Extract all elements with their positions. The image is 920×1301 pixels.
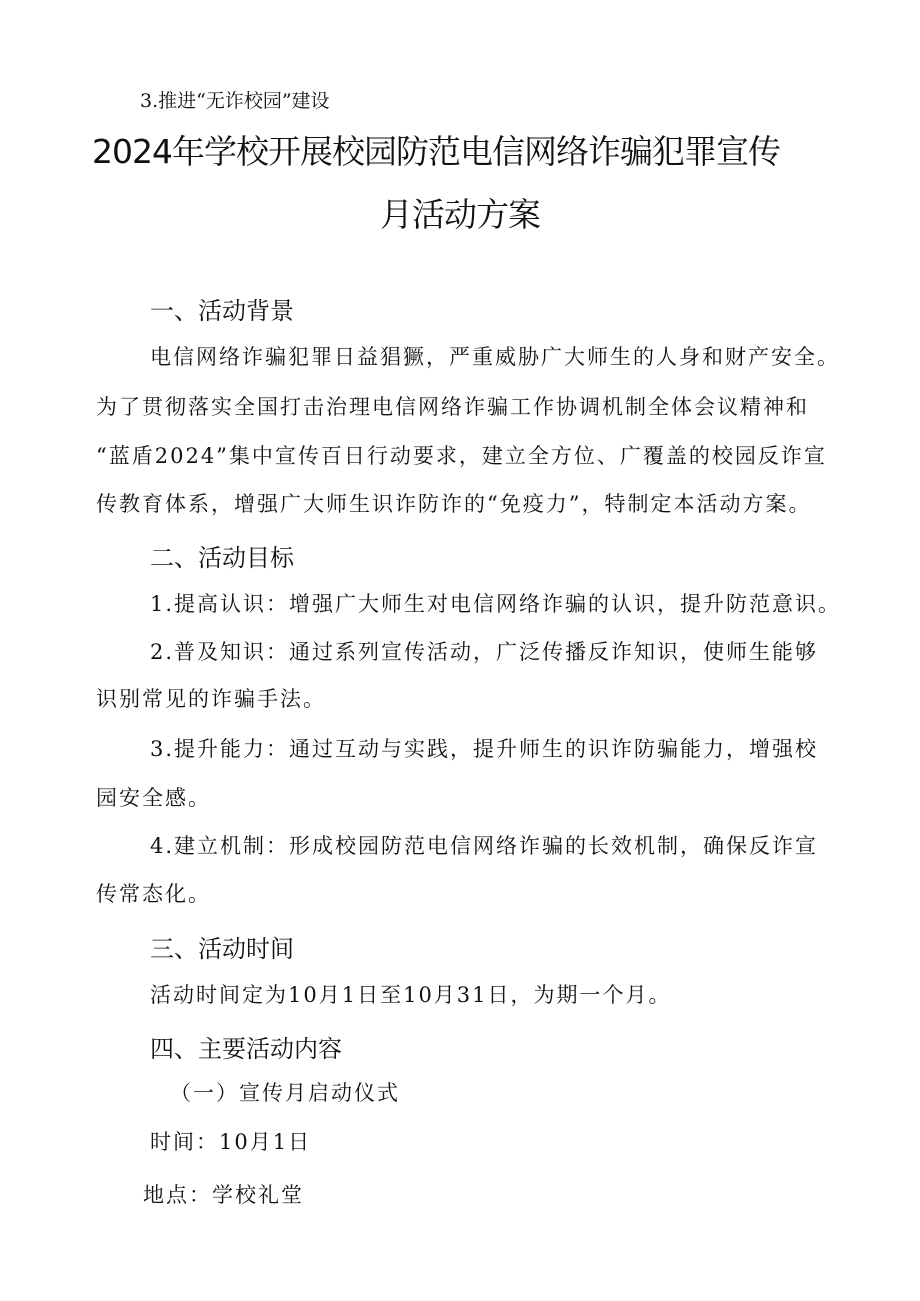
goal-item-3-continued: 园安全感。	[96, 786, 211, 810]
goal-item-3: 3.提升能力：通过互动与实践，提升师生的识诈防骗能力，增强校	[150, 737, 819, 761]
section-heading-background: 一、活动背景	[150, 297, 294, 325]
section-heading-goals: 二、活动目标	[150, 544, 294, 572]
paragraph-line: “蓝盾2024”集中宣传百日行动要求，建立全方位、广覆盖的校园反诈宣	[96, 444, 827, 468]
ceremony-place: 地点：学校礼堂	[143, 1183, 304, 1207]
goal-item-2: 2.普及知识：通过系列宣传活动，广泛传播反诈知识，使师生能够	[150, 640, 819, 664]
section-heading-content: 四、主要活动内容	[150, 1035, 342, 1063]
goal-item-4: 4.建立机制：形成校园防范电信网络诈骗的长效机制，确保反诈宣	[150, 834, 819, 858]
paragraph-line: 电信网络诈骗犯罪日益猖獗，严重威胁广大师生的人身和财产安全。	[150, 345, 840, 369]
activity-time-text: 活动时间定为10月1日至10月31日，为期一个月。	[150, 983, 672, 1007]
previous-list-item: 3.推进“无诈校园”建设	[140, 90, 330, 112]
paragraph-line: 传教育体系，增强广大师生识诈防诈的“免疫力”，特制定本活动方案。	[96, 492, 812, 516]
section-heading-time: 三、活动时间	[150, 935, 294, 963]
document-title-line-1: 2024年学校开展校园防范电信网络诈骗犯罪宣传	[92, 132, 780, 171]
document-title-line-2: 月活动方案	[380, 195, 540, 234]
goal-item-2-continued: 识别常见的诈骗手法。	[96, 687, 326, 711]
paragraph-line: 为了贯彻落实全国打击治理电信网络诈骗工作协调机制全体会议精神和	[96, 395, 809, 419]
ceremony-time: 时间：10月1日	[150, 1130, 312, 1154]
subsection-launch-ceremony: （一）宣传月启动仪式	[170, 1081, 400, 1105]
goal-item-1: 1.提高认识：增强广大师生对电信网络诈骗的认识，提升防范意识。	[150, 592, 842, 616]
goal-item-4-continued: 传常态化。	[96, 882, 211, 906]
